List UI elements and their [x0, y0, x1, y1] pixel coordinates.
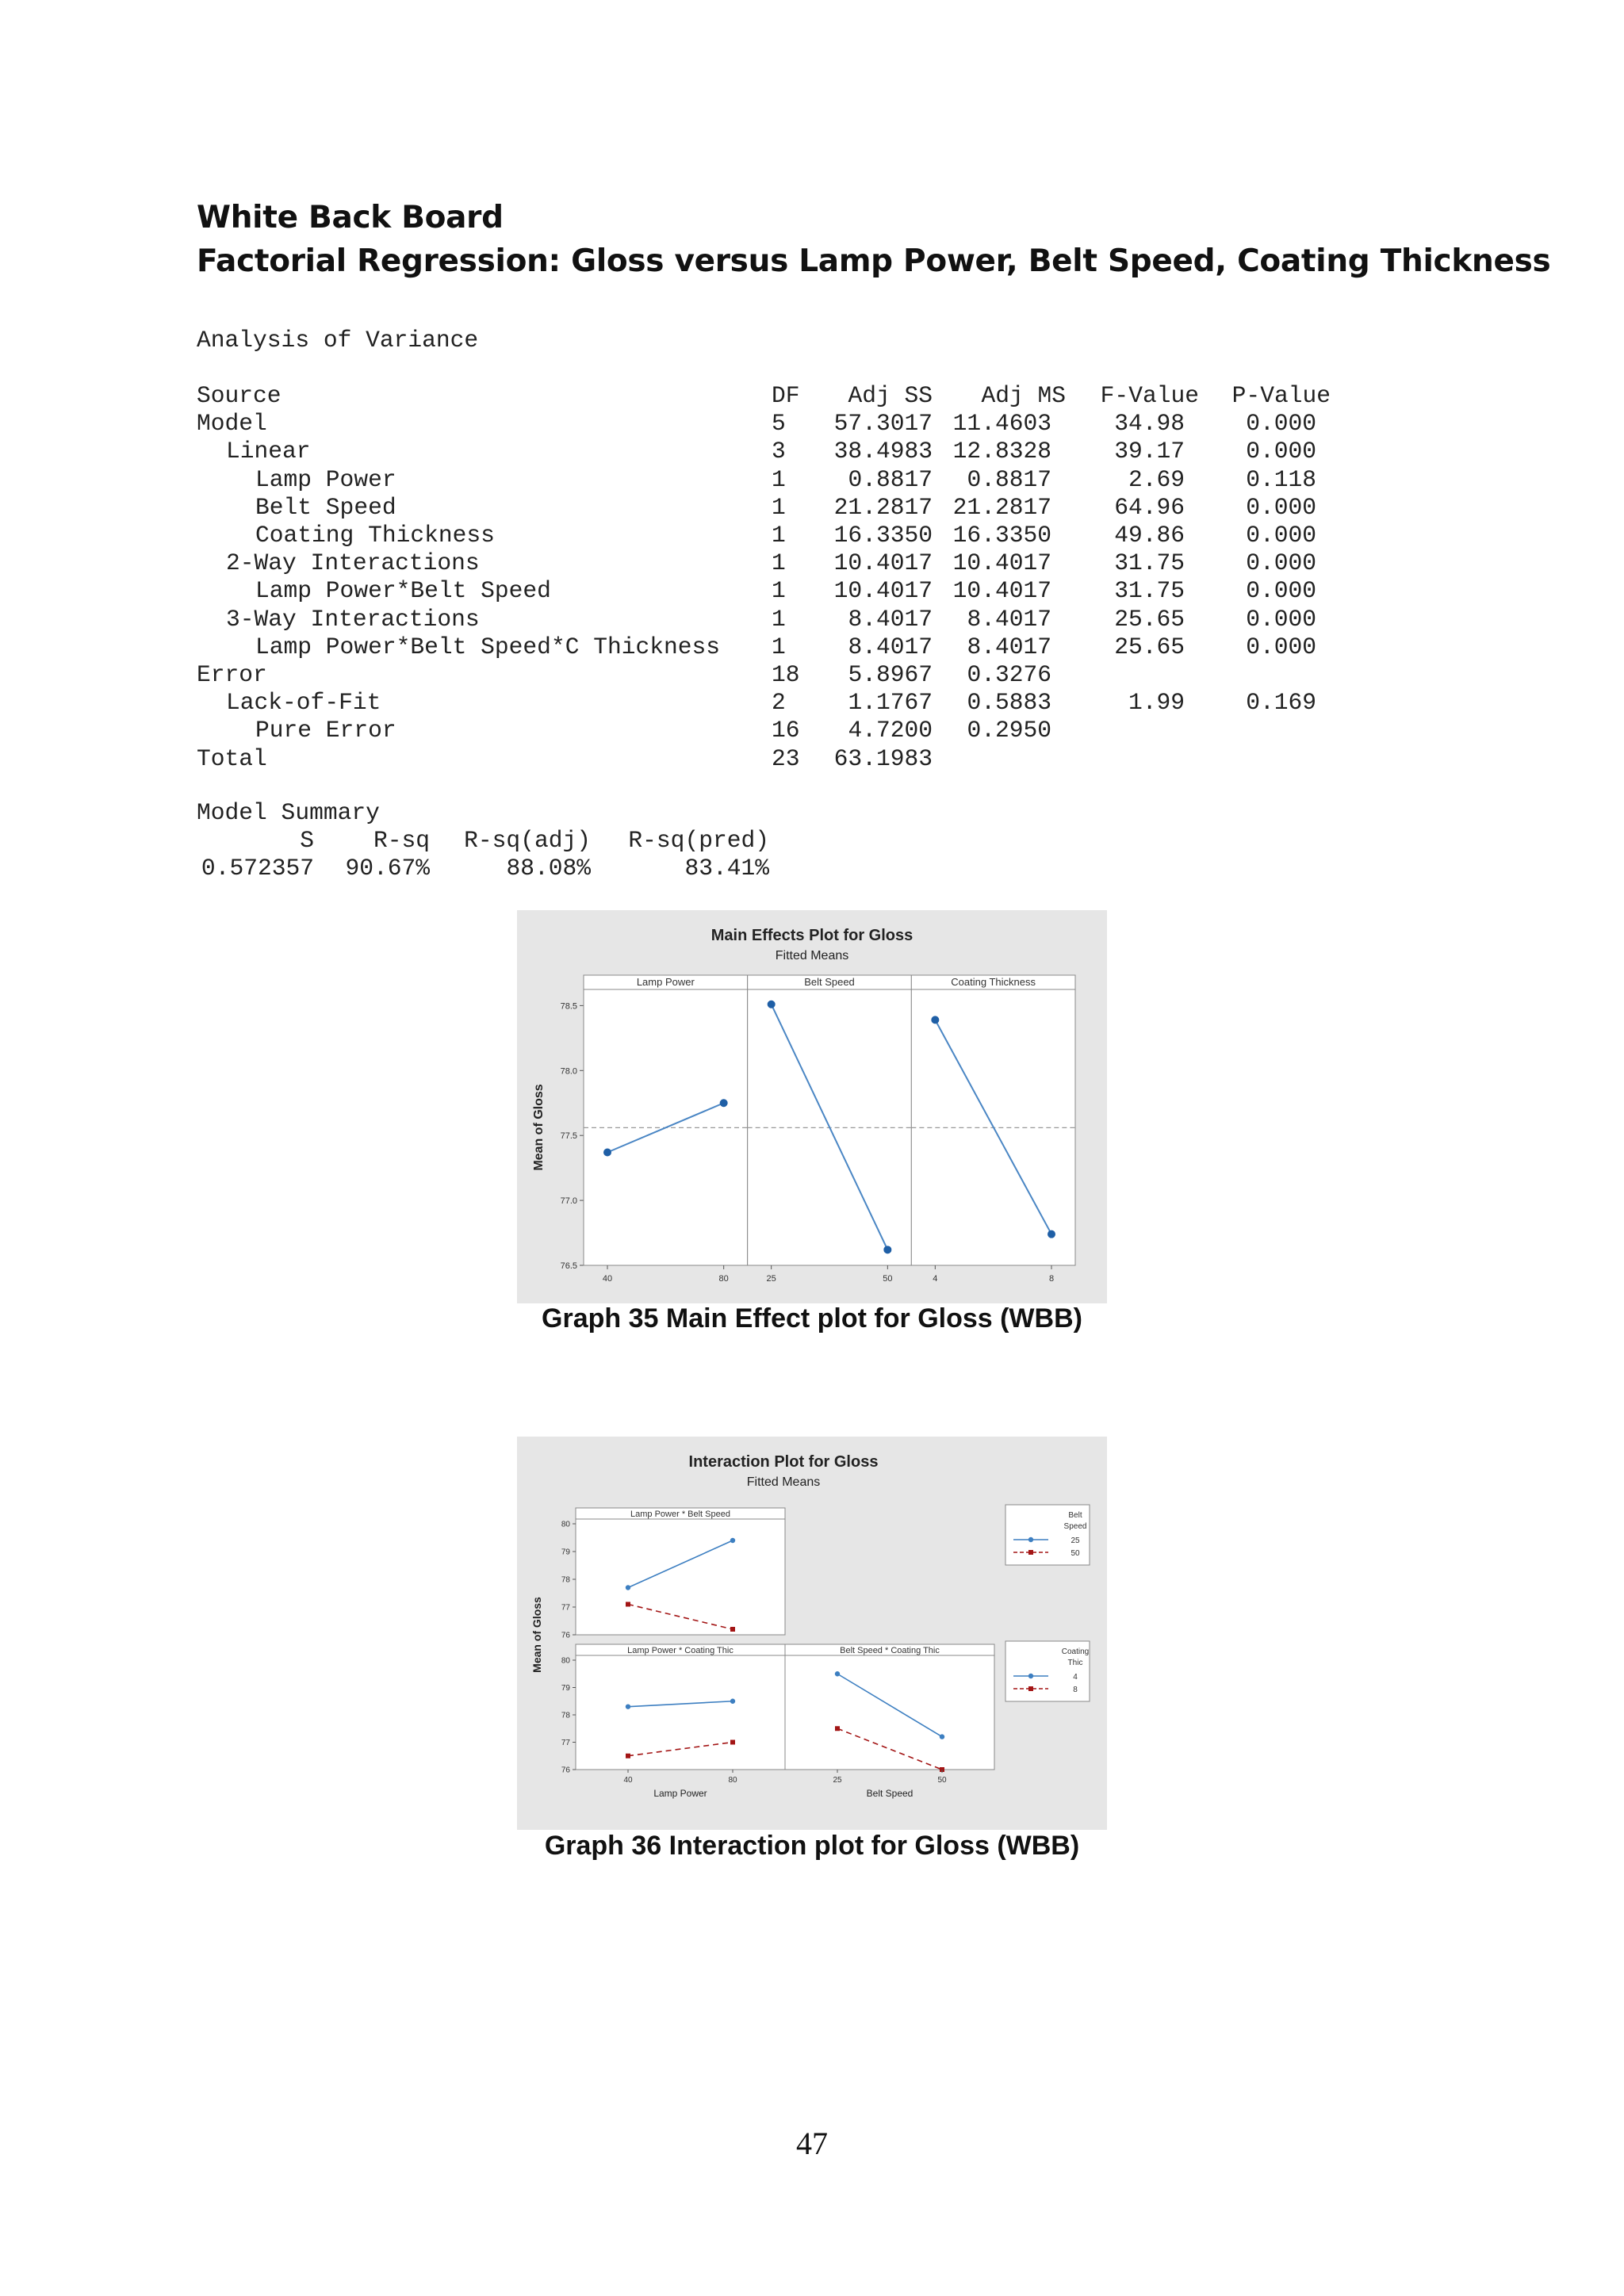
anova-row-source: Error: [197, 661, 267, 688]
x-axis-label: Belt Speed: [866, 1788, 914, 1799]
anova-row-df: 1: [772, 605, 786, 633]
data-point: [835, 1671, 840, 1676]
data-point: [730, 1538, 735, 1543]
summary-value: 0.572357: [201, 855, 314, 882]
data-point: [931, 1016, 939, 1024]
y-tick-label: 76: [561, 1631, 570, 1640]
anova-row-adj-ss: 63.1983: [833, 744, 933, 772]
data-point: [626, 1602, 630, 1607]
panel-title: Lamp Power: [636, 976, 695, 988]
x-tick-label: 40: [623, 1776, 633, 1785]
panel-area: [576, 1655, 785, 1770]
model-summary-title: Model Summary: [197, 799, 380, 826]
y-tick-label: 80: [561, 1520, 570, 1529]
anova-row-p-value: 0.000: [1246, 522, 1316, 549]
data-point: [603, 1148, 611, 1156]
anova-row-f-value: 64.96: [1114, 493, 1185, 521]
data-point: [626, 1585, 630, 1590]
anova-row-df: 2: [772, 689, 786, 717]
panel-title: Belt Speed: [804, 976, 855, 988]
panel-area: [576, 1519, 785, 1635]
summary-header: R-sq: [373, 827, 430, 854]
anova-title: Analysis of Variance: [197, 327, 479, 354]
anova-row-source: Lamp Power*Belt Speed*C Thickness: [255, 633, 721, 660]
anova-row-adj-ms: 0.2950: [967, 717, 1051, 744]
main-effects-figure: [517, 910, 1107, 1307]
x-tick-label: 25: [833, 1776, 842, 1785]
y-tick-label: 78: [561, 1575, 570, 1585]
anova-row-adj-ss: 21.2817: [833, 493, 933, 521]
data-point: [940, 1734, 944, 1739]
summary-value: 90.67%: [345, 855, 430, 882]
data-point: [626, 1754, 630, 1758]
legend-label: 4: [1073, 1673, 1078, 1682]
chart-subtitle: Fitted Means: [775, 949, 849, 962]
data-point: [1048, 1230, 1055, 1238]
anova-row-df: 23: [772, 744, 800, 772]
panel-title: Belt Speed * Coating Thic: [840, 1646, 940, 1655]
anova-row-f-value: 25.65: [1114, 633, 1185, 660]
anova-row-source: 2-Way Interactions: [226, 549, 480, 577]
anova-row-adj-ms: 10.4017: [952, 577, 1051, 605]
chart-title: Interaction Plot for Gloss: [688, 1453, 879, 1471]
anova-row-p-value: 0.000: [1246, 633, 1316, 660]
chart-title: Main Effects Plot for Gloss: [710, 927, 914, 944]
legend-title: Speed: [1063, 1522, 1087, 1531]
anova-row-adj-ss: 10.4017: [833, 549, 933, 577]
graph36-caption: Graph 36 Interaction plot for Gloss (WBB): [544, 1831, 1080, 1861]
anova-row-f-value: 31.75: [1114, 549, 1185, 577]
anova-row-adj-ms: 11.4603: [952, 410, 1051, 438]
anova-row-p-value: 0.000: [1246, 549, 1316, 577]
summary-header: R-sq(adj): [464, 827, 591, 854]
anova-row-adj-ms: 8.4017: [967, 633, 1051, 660]
legend-marker: [1028, 1537, 1033, 1542]
anova-row-p-value: 0.000: [1246, 438, 1316, 465]
anova-row-p-value: 0.000: [1246, 493, 1316, 521]
anova-header-p-value: P-Value: [1231, 382, 1331, 409]
y-tick-label: 78: [561, 1711, 570, 1720]
data-point: [883, 1246, 891, 1253]
anova-row-adj-ms: 8.4017: [967, 605, 1051, 633]
anova-header-adj-ss: Adj SS: [848, 382, 933, 409]
anova-row-f-value: 1.99: [1128, 689, 1185, 717]
x-tick-label: 4: [933, 1274, 938, 1284]
anova-row-adj-ss: 10.4017: [833, 577, 933, 605]
y-tick-label: 77.5: [560, 1131, 577, 1142]
x-tick-label: 80: [718, 1274, 729, 1284]
anova-row-df: 1: [772, 633, 786, 660]
anova-row-adj-ss: 38.4983: [833, 438, 933, 465]
anova-row-adj-ss: 16.3350: [833, 522, 933, 549]
section-heading: White Back Board: [197, 200, 504, 235]
anova-row-adj-ms: 0.8817: [967, 465, 1051, 493]
anova-row-p-value: 0.000: [1246, 577, 1316, 605]
legend-label: 50: [1071, 1549, 1080, 1558]
anova-row-adj-ss: 5.8967: [848, 661, 933, 688]
data-point: [730, 1627, 735, 1632]
anova-row-adj-ms: 16.3350: [952, 522, 1051, 549]
anova-row-source: Model: [197, 410, 267, 438]
anova-row-source: Linear: [226, 438, 311, 465]
anova-row-p-value: 0.000: [1246, 410, 1316, 438]
anova-row-adj-ss: 4.7200: [848, 717, 933, 744]
anova-row-df: 1: [772, 493, 786, 521]
x-tick-label: 8: [1048, 1274, 1055, 1284]
legend-label: 25: [1071, 1536, 1080, 1545]
anova-row-adj-ms: 21.2817: [952, 493, 1051, 521]
anova-row-f-value: 34.98: [1114, 410, 1185, 438]
anova-header-df: DF: [772, 382, 800, 409]
anova-row-f-value: 2.69: [1128, 465, 1185, 493]
y-tick-label: 78.0: [560, 1066, 577, 1077]
y-tick-label: 78.5: [560, 1001, 577, 1012]
y-tick-label: 77.0: [560, 1196, 577, 1207]
summary-value: 88.08%: [506, 855, 591, 882]
anova-row-source: Lack-of-Fit: [226, 689, 381, 717]
y-axis-label: Mean of Gloss: [532, 1084, 546, 1171]
x-tick-label: 50: [883, 1274, 893, 1284]
chart-subtitle: Fitted Means: [746, 1475, 821, 1489]
anova-row-source: Total: [197, 744, 267, 772]
anova-row-df: 18: [772, 661, 800, 688]
panel-title: Coating Thickness: [951, 976, 1036, 988]
data-point: [730, 1699, 735, 1704]
anova-row-adj-ss: 57.3017: [833, 410, 933, 438]
panel-title: Lamp Power * Coating Thic: [627, 1646, 733, 1655]
anova-row-f-value: 31.75: [1114, 577, 1185, 605]
anova-row-p-value: 0.169: [1246, 689, 1316, 717]
graph35-caption: Graph 35 Main Effect plot for Gloss (WBB): [542, 1303, 1082, 1334]
legend-label: 8: [1073, 1686, 1078, 1694]
y-tick-label: 76: [561, 1766, 570, 1775]
summary-header: R-sq(pred): [628, 827, 769, 854]
anova-row-adj-ss: 0.8817: [848, 465, 933, 493]
y-tick-label: 79: [561, 1548, 570, 1557]
anova-row-source: Coating Thickness: [255, 522, 495, 549]
y-tick-label: 77: [561, 1603, 570, 1613]
anova-header-f-value: F-Value: [1100, 382, 1199, 409]
anova-row-df: 1: [772, 549, 786, 577]
anova-row-p-value: 0.000: [1246, 605, 1316, 633]
legend-marker: [1028, 1550, 1033, 1555]
legend-title: Belt: [1068, 1511, 1082, 1520]
data-point: [835, 1726, 840, 1731]
anova-row-f-value: 49.86: [1114, 522, 1185, 549]
legend-title: Coating: [1061, 1647, 1090, 1656]
anova-row-source: Lamp Power*Belt Speed: [255, 577, 551, 605]
y-tick-label: 79: [561, 1684, 570, 1693]
panel-area: [785, 1655, 994, 1770]
anova-header-adj-ms: Adj MS: [981, 382, 1066, 409]
anova-row-source: 3-Way Interactions: [226, 605, 480, 633]
anova-row-df: 1: [772, 577, 786, 605]
summary-value: 83.41%: [684, 855, 769, 882]
anova-row-source: Belt Speed: [255, 493, 396, 521]
y-axis-label: Mean of Gloss: [530, 1597, 543, 1673]
legend-marker: [1028, 1686, 1033, 1691]
anova-row-adj-ss: 1.1767: [848, 689, 933, 717]
y-tick-label: 77: [561, 1739, 570, 1747]
anova-row-df: 1: [772, 465, 786, 493]
anova-row-adj-ss: 8.4017: [848, 605, 933, 633]
anova-row-f-value: 25.65: [1114, 605, 1185, 633]
data-point: [768, 1001, 776, 1008]
anova-row-p-value: 0.118: [1246, 465, 1316, 493]
data-point: [730, 1740, 735, 1745]
anova-header-source: Source: [197, 382, 282, 409]
legend-marker: [1028, 1674, 1033, 1678]
summary-header: S: [300, 827, 314, 854]
anova-row-adj-ms: 12.8328: [952, 438, 1051, 465]
anova-row-adj-ms: 10.4017: [952, 549, 1051, 577]
anova-row-adj-ss: 8.4017: [848, 633, 933, 660]
anova-row-df: 1: [772, 522, 786, 549]
x-axis-label: Lamp Power: [653, 1788, 707, 1799]
y-tick-label: 76.5: [560, 1261, 577, 1271]
panel-title: Lamp Power * Belt Speed: [630, 1510, 730, 1519]
interaction-plot: [517, 1437, 1107, 1830]
x-tick-label: 25: [766, 1274, 776, 1284]
interaction-figure: [517, 1437, 1107, 1834]
x-tick-label: 80: [728, 1776, 737, 1785]
legend-title: Thic: [1067, 1659, 1083, 1667]
anova-row-df: 16: [772, 717, 800, 744]
anova-row-source: Pure Error: [255, 717, 396, 744]
data-point: [720, 1099, 728, 1107]
x-tick-label: 40: [602, 1274, 613, 1284]
anova-row-df: 3: [772, 438, 786, 465]
main-effects-plot: [517, 910, 1107, 1303]
anova-row-df: 5: [772, 410, 786, 438]
anova-row-f-value: 39.17: [1114, 438, 1185, 465]
page-number: 47: [796, 2126, 828, 2161]
x-tick-label: 50: [937, 1776, 947, 1785]
data-point: [626, 1704, 630, 1709]
anova-row-adj-ms: 0.3276: [967, 661, 1051, 688]
anova-row-adj-ms: 0.5883: [967, 689, 1051, 717]
regression-title: Factorial Regression: Gloss versus Lamp Power, Belt Speed, Coating Thickness: [197, 243, 1551, 279]
y-tick-label: 80: [561, 1656, 570, 1666]
anova-row-source: Lamp Power: [255, 465, 396, 493]
